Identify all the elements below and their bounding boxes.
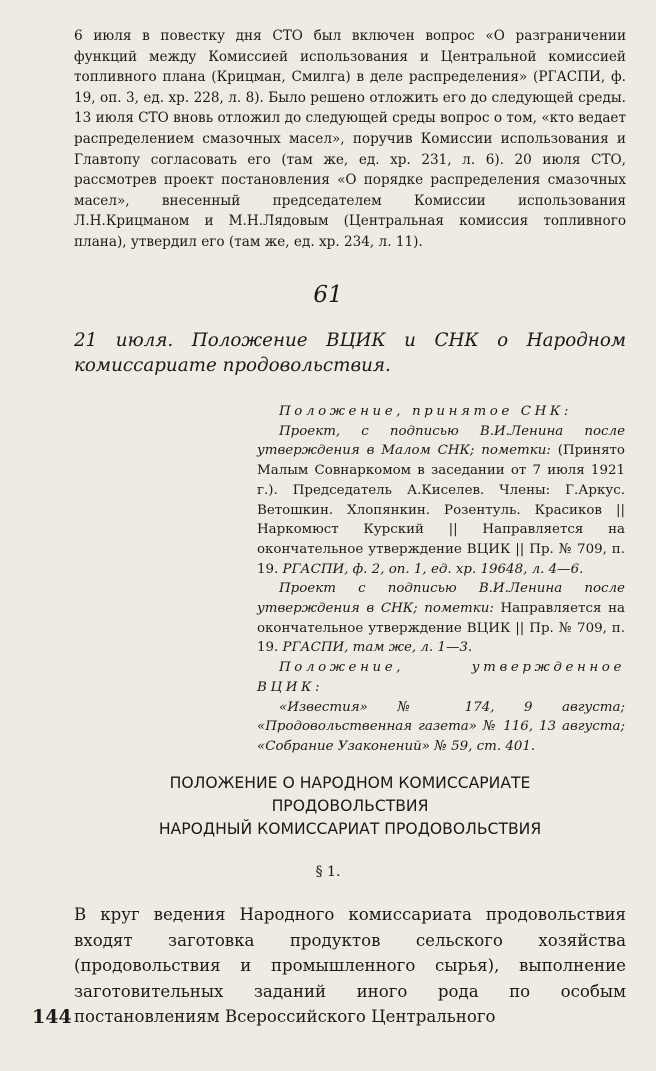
archival-note-2 [257, 579, 625, 658]
section-number: § 1. [315, 864, 341, 880]
archival-note-1 [257, 422, 625, 580]
title-line-2: ПРОДОВОЛЬСТВИЯ [271, 797, 429, 815]
note2-text: Направляется на окончательное утверждение ВЦИК || Пр. № 709, п. 19. [257, 601, 625, 656]
page-number: 144 [32, 1006, 72, 1028]
document-number: 61 [313, 282, 343, 308]
adopted-by-snk-label: Положение, принятое СНК: [279, 404, 572, 419]
title-line-1: ПОЛОЖЕНИЕ О НАРОДНОМ КОМИССАРИАТЕ [169, 774, 531, 792]
editorial-note: 6 июля в повестку дня СТО был включен вопрос «О разграничении функций между Комиссией использования и Центральной комиссией топливного плана (Крицман, Смилга) в деле распределения» (РГАСПИ, ф. 19, оп. 3, ед. хр. 228, л. 8). Было решено отложить его до следующей среды. 13 июля СТО вновь отложил до следующей среды вопрос о том, «кто ведает распределением смазочных масел», поручив Комиссии использования и Главтопу согласовать его (там же, ед. хр. 231, л. 6). 20 июля СТО, рассмотрев проект постановления «О порядке распределения смазочных масел», внесенный председателем Комиссии использования Л.Н.Крицманом и М.Н.Лядовым (Центральная комиссия топливного плана), утвердил его (там же, ед. хр. 234, л. 11). [74, 28, 626, 250]
note2-italic-start: Проект с подписью В.И.Ленина после утверждения в СНК; пометки: [257, 581, 625, 617]
note2-italic-end: РГАСПИ, там же, л. 1—3. [278, 640, 473, 656]
title-line-3: НАРОДНЫЙ КОМИССАРИАТ ПРОДОВОЛЬСТВИЯ [158, 820, 542, 838]
publication-sources: «Известия» № 174, 9 августа; «Продовольственная газета» № 116, 13 августа; «Собрание Узаконений» № 59, ст. 401. [257, 699, 625, 754]
document-heading: 21 июля. Положение ВЦИК и СНК о Народном комиссариате продовольствия. [74, 330, 626, 376]
regulation-title [74, 772, 626, 841]
archival-references [257, 402, 625, 757]
approved-by-vtsik-label: Положение, утвержденное ВЦИК: [257, 660, 625, 695]
note1-text: (Принято Малым Совнаркомом в заседании от 7 июля 1921 г.). Председатель А.Киселев. Члены: Г.Аркус. Ветошкин. Хлопянкин. Розентуль. Красиков || Наркомюст Курский || Направляется на окончательное утверждение ВЦИК || Пр. № 709, п. 19. [257, 443, 625, 577]
note1-italic-end: РГАСПИ, ф. 2, оп. 1, ед. хр. 19648, л. 4—6. [278, 561, 584, 577]
note1-italic-start: Проект, с подписью В.И.Ленина после утверждения в Малом СНК; пометки: [257, 423, 625, 459]
section-body: В круг ведения Народного комиссариата продовольствия входят заготовка продуктов сельского хозяйства (продовольствия и промышленного сырья), выполнение заготовительных заданий иного рода по особым постановлениям Всероссийского Центрального [74, 905, 626, 1027]
